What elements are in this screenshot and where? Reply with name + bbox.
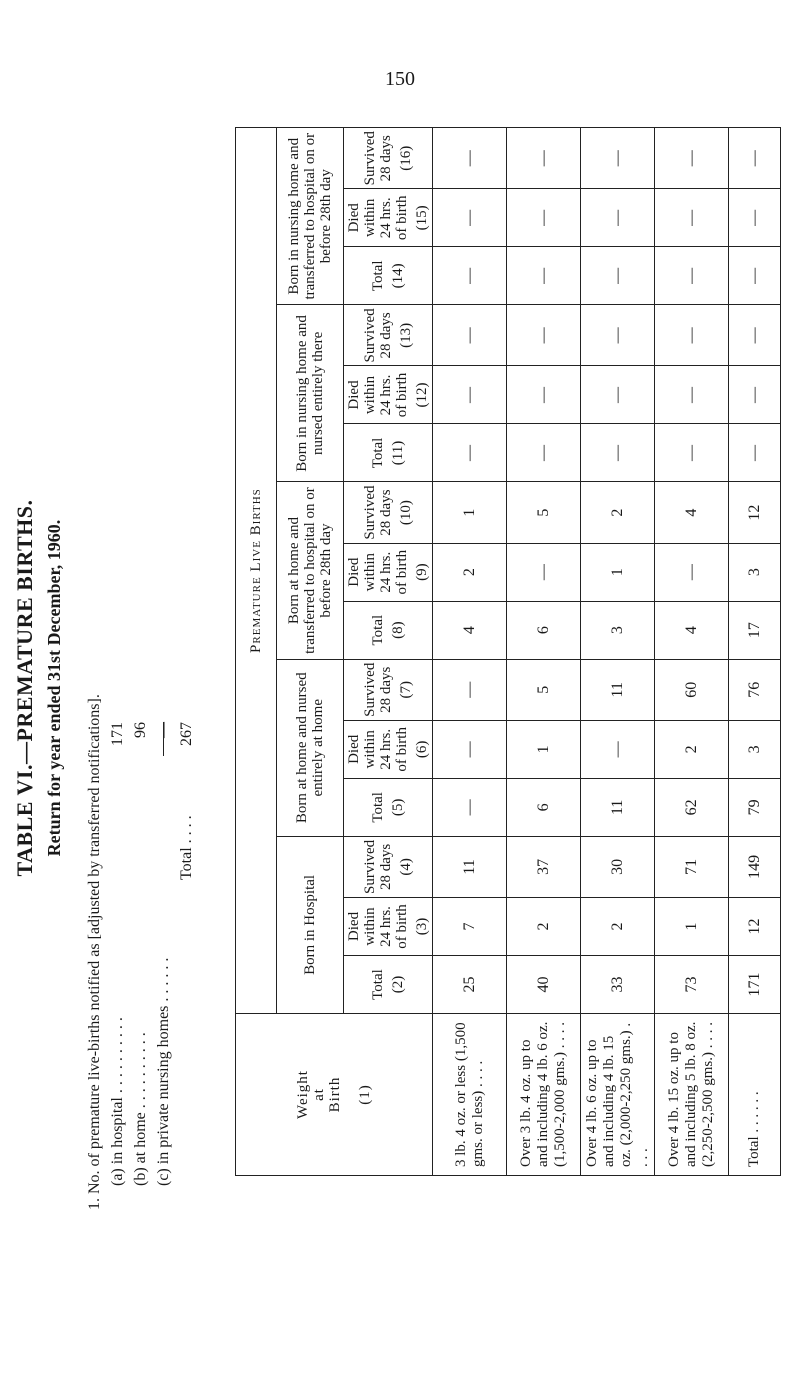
column-number: (4)	[398, 858, 414, 876]
table-cell: 7	[433, 898, 507, 956]
table-cell: —	[729, 247, 781, 305]
weight-class-cell: 3 lb. 4 oz. or less (1,500 gms. or less) . . . .	[433, 1014, 507, 1176]
table-cell: —	[655, 543, 729, 601]
column-number: (13)	[398, 322, 414, 348]
column-number: (14)	[390, 263, 406, 289]
table-cell: —	[655, 366, 729, 424]
column-number: (12)	[414, 382, 430, 408]
notes-total-label: Total . . . .	[178, 815, 195, 880]
table-cell: —	[507, 424, 581, 482]
weight-class-cell: Total . . . . . .	[729, 1014, 781, 1176]
column-header	[344, 778, 433, 836]
table-cell: 1	[433, 482, 507, 543]
group-header: Born at home and nursed entirely at home	[277, 659, 344, 836]
table-cell: 11	[581, 659, 655, 720]
column-header-label: Total	[370, 437, 386, 469]
table-cell: 1	[581, 543, 655, 601]
table-cell: —	[433, 189, 507, 247]
table-cell: —	[581, 366, 655, 424]
notes-item-value: 171	[109, 722, 126, 746]
table-row	[655, 128, 729, 1176]
column-header	[344, 189, 433, 247]
notes-item-label: (b) at home . . . . . . . . . .	[132, 1032, 149, 1186]
super-header-row	[236, 128, 277, 1176]
table-cell: 17	[729, 601, 781, 659]
column-header	[344, 424, 433, 482]
column-number: (9)	[414, 563, 430, 581]
weight-class-cell: Over 3 lb. 4 oz. up to and including 4 lb. 6 oz. (1,500-2,000 gms.) . . . .	[507, 1014, 581, 1176]
notes-total-value: 267	[178, 722, 195, 746]
column-number: (3)	[414, 917, 430, 936]
notes-intro-text: 1. No. of premature live-births notified as [adjusted by transferred notifications].	[86, 694, 103, 1210]
table-cell: —	[433, 366, 507, 424]
column-number: (11)	[390, 440, 406, 466]
column-header	[344, 366, 433, 424]
column-header-label: Total	[370, 614, 386, 646]
table-cell: —	[729, 424, 781, 482]
column-number: (6)	[414, 740, 430, 759]
table-cell: 4	[655, 482, 729, 543]
column-number: (10)	[398, 500, 414, 526]
column-header-label: Total	[370, 792, 386, 823]
column-header-label: Died within 24 hrs. of birth	[346, 372, 410, 418]
table-cell: —	[433, 659, 507, 720]
table-cell: 2	[433, 543, 507, 601]
column-header	[344, 659, 433, 720]
table-cell: 76	[729, 659, 781, 720]
column-header-label: Total	[370, 260, 386, 292]
table-cell: —	[581, 247, 655, 305]
table-cell: 60	[655, 659, 729, 720]
table-cell: 12	[729, 898, 781, 956]
table-cell: —	[507, 128, 581, 189]
table-cell: 2	[507, 898, 581, 956]
column-header-label: Survived 28 days	[362, 839, 394, 894]
table-cell: —	[729, 366, 781, 424]
column-header	[344, 128, 433, 189]
column-header	[344, 247, 433, 305]
table-cell: 11	[433, 836, 507, 897]
table-cell: —	[507, 543, 581, 601]
table-cell: —	[655, 424, 729, 482]
table-cell: —	[433, 778, 507, 836]
page-number: 150	[385, 68, 415, 90]
table-heading	[12, 0, 65, 1376]
table-row	[581, 128, 655, 1176]
weight-col-number: (1)	[357, 1084, 373, 1105]
table-cell: 71	[655, 836, 729, 897]
table-cell: —	[581, 424, 655, 482]
table-cell: —	[581, 128, 655, 189]
table-cell: 30	[581, 836, 655, 897]
column-header-label: Died within 24 hrs. of birth	[346, 904, 410, 949]
column-header-label: Survived 28 days	[362, 485, 394, 540]
table-cell: —	[507, 366, 581, 424]
table-cell: —	[433, 720, 507, 778]
table-cell: 4	[433, 601, 507, 659]
table-cell: —	[433, 247, 507, 305]
table-cell: 5	[507, 659, 581, 720]
column-header-label: Died within 24 hrs. of birth	[346, 549, 410, 595]
column-header-label: Survived 28 days	[362, 308, 394, 363]
table-cell: 62	[655, 778, 729, 836]
weight-header	[236, 1014, 433, 1176]
table-cell: 149	[729, 836, 781, 897]
column-number: (7)	[398, 681, 414, 699]
column-header-label: Total	[370, 969, 386, 1000]
table-cell: 12	[729, 482, 781, 543]
column-header-label: Survived 28 days	[362, 131, 394, 186]
table-cell: 3	[581, 601, 655, 659]
group-header: Born in Hospital	[277, 836, 344, 1013]
notes-item-value: —	[155, 722, 172, 738]
table-cell: —	[433, 128, 507, 189]
table-cell: —	[729, 128, 781, 189]
table-cell: 11	[581, 778, 655, 836]
table-cell: —	[655, 128, 729, 189]
group-header: Born in nursing home and transferred to hospital on or before 28th day	[277, 128, 344, 305]
column-number: (5)	[390, 798, 406, 817]
notes-item-value: 96	[132, 722, 149, 738]
column-header	[344, 956, 433, 1014]
table-cell: 3	[729, 543, 781, 601]
group-header: Born at home and transferred to hospital on or before 28th day	[277, 482, 344, 659]
notes-total-rule	[163, 722, 164, 756]
table-cell: 171	[729, 956, 781, 1014]
table-cell: 6	[507, 601, 581, 659]
table-cell: —	[655, 305, 729, 366]
table-cell: —	[655, 189, 729, 247]
table-row	[433, 128, 507, 1176]
weight-class-cell: Over 4 lb. 15 oz. up to and including 5 lb. 8 oz. (2,250-2,500 gms.) . . . .	[655, 1014, 729, 1176]
column-header-label: Died within 24 hrs. of birth	[346, 727, 410, 772]
table-cell: —	[507, 305, 581, 366]
table-cell: 3	[729, 720, 781, 778]
column-header	[344, 898, 433, 956]
group-header: Born in nursing home and nursed entirely there	[277, 305, 344, 482]
table-cell: —	[433, 305, 507, 366]
table-cell: 6	[507, 778, 581, 836]
column-header	[344, 720, 433, 778]
table-cell: 2	[581, 482, 655, 543]
table-cell: 79	[729, 778, 781, 836]
table-cell: 1	[507, 720, 581, 778]
table-cell: 37	[507, 836, 581, 897]
weight-class-cell: Over 4 lb. 6 oz. up to and including 4 lb. 15 oz. (2,000-2,250 gms.) . . . .	[581, 1014, 655, 1176]
table-cell: 4	[655, 601, 729, 659]
column-header	[344, 305, 433, 366]
notes-item-label: (c) in private nursing homes . . . . . .	[155, 957, 172, 1186]
table-cell: 73	[655, 956, 729, 1014]
table-row	[729, 128, 781, 1176]
table-cell: 40	[507, 956, 581, 1014]
column-header-label: Died within 24 hrs. of birth	[346, 195, 410, 241]
weight-header-label: Weight at Birth	[295, 1070, 343, 1119]
table-subtitle: Return for year ended 31st December, 1960.	[44, 519, 64, 857]
column-header	[344, 601, 433, 659]
table-cell: —	[507, 189, 581, 247]
table-cell: —	[729, 189, 781, 247]
table-title: TABLE VI.—PREMATURE BIRTHS.	[12, 499, 37, 877]
column-header	[344, 836, 433, 897]
table-cell: 25	[433, 956, 507, 1014]
table-body	[433, 128, 781, 1176]
table-cell: —	[581, 720, 655, 778]
column-number: (8)	[390, 621, 406, 639]
table-cell: —	[507, 247, 581, 305]
table-cell: —	[729, 305, 781, 366]
column-header	[344, 543, 433, 601]
table-row	[507, 128, 581, 1176]
table-cell: —	[581, 189, 655, 247]
premature-births-table	[235, 127, 781, 1176]
table-cell: —	[655, 247, 729, 305]
notes-item-label: (a) in hospital . . . . . . . . . .	[109, 1017, 126, 1186]
table-cell: 1	[655, 898, 729, 956]
table-cell: —	[581, 305, 655, 366]
table-cell: 2	[581, 898, 655, 956]
column-number: (16)	[398, 145, 414, 171]
super-header: Premature Live Births	[236, 128, 277, 1014]
table-cell: 33	[581, 956, 655, 1014]
column-number: (2)	[390, 975, 406, 994]
column-header	[344, 482, 433, 543]
table-cell: —	[433, 424, 507, 482]
column-header-label: Survived 28 days	[362, 662, 394, 717]
table-cell: 5	[507, 482, 581, 543]
column-number: (15)	[414, 205, 430, 231]
table-cell: 2	[655, 720, 729, 778]
